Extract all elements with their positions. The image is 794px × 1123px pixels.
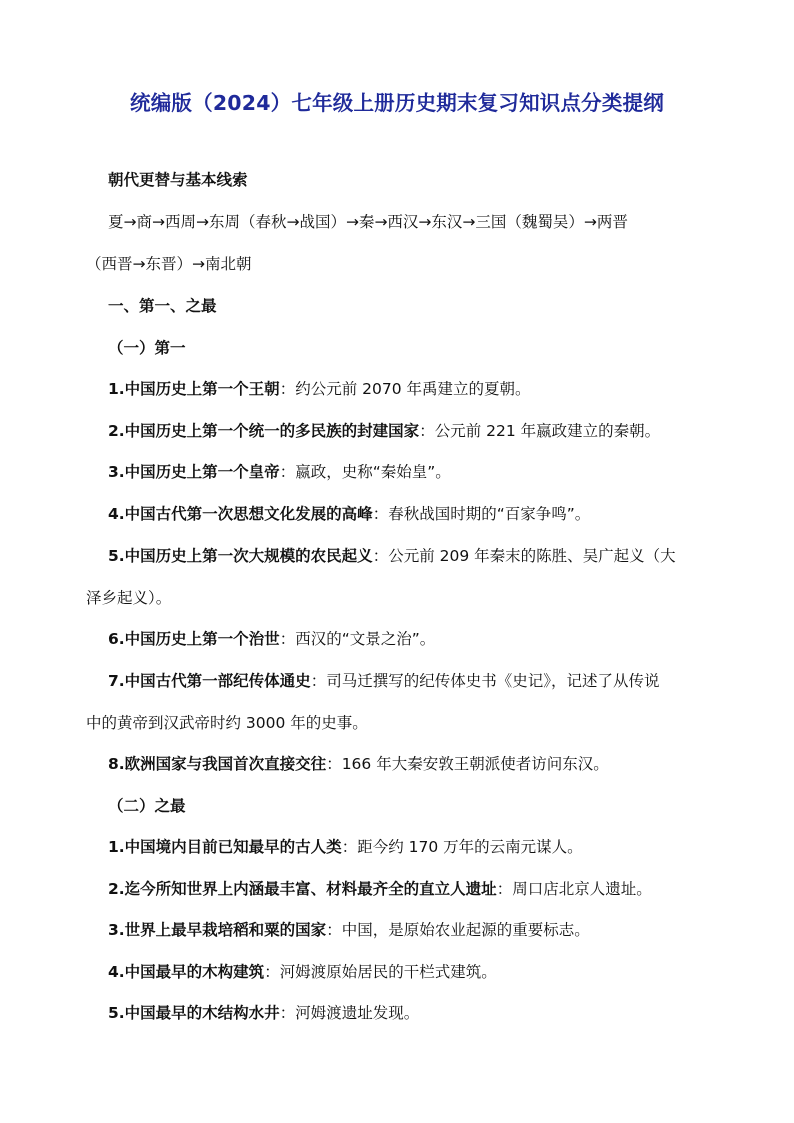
item-label: 3.中国历史上第一个皇帝 — [108, 463, 280, 481]
list-item — [108, 462, 451, 482]
item-text: ：西汉的“文景之治”。 — [279, 630, 436, 648]
item-label: 5.中国历史上第一次大规模的农民起义 — [108, 547, 373, 565]
list-item-continuation: 中的黄帝到汉武帝时约 3000 年的史事。 — [86, 714, 368, 732]
list-item — [108, 629, 435, 649]
subsection-heading-firsts: （一）第一 — [108, 339, 186, 357]
list-item — [108, 379, 531, 399]
item-label: 8.欧洲国家与我国首次直接交往 — [108, 755, 327, 773]
list-item — [108, 879, 652, 899]
item-text: ：距今约 170 万年的云南元谋人。 — [341, 838, 583, 856]
item-text: ：166 年大秦安敦王朝派使者访问东汉。 — [326, 755, 609, 773]
item-text: ：嬴政，史称“秦始皇”。 — [279, 463, 451, 481]
item-label: 7.中国古代第一部纪传体通史 — [108, 672, 311, 690]
item-text: ：中国，是原始农业起源的重要标志。 — [326, 921, 590, 939]
item-label: 6.中国历史上第一个治世 — [108, 630, 280, 648]
list-item — [108, 671, 659, 691]
item-text: ：河姆渡遗址发现。 — [279, 1004, 420, 1022]
item-text: ：公元前 209 年秦末的陈胜、吴广起义（大 — [372, 547, 676, 565]
list-item — [108, 754, 609, 774]
item-label: 4.中国最早的木构建筑 — [108, 963, 265, 981]
section-heading: 一、第一、之最 — [108, 297, 217, 315]
list-item — [108, 546, 676, 566]
item-label: 3.世界上最早栽培稻和粟的国家 — [108, 921, 327, 939]
item-label: 1.中国境内目前已知最早的古人类 — [108, 838, 342, 856]
item-text: ：周口店北京人遗址。 — [496, 880, 652, 898]
list-item-continuation: 泽乡起义）。 — [86, 589, 172, 607]
item-text: ：河姆渡原始居民的干栏式建筑。 — [264, 963, 497, 981]
page-title: 统编版（2024）七年级上册历史期末复习知识点分类提纲 — [130, 91, 664, 115]
list-item — [108, 421, 660, 441]
clue-heading: 朝代更替与基本线索 — [108, 171, 248, 189]
dynasty-timeline-line-1: 夏→商→西周→东周（春秋→战国）→秦→西汉→东汉→三国（魏蜀吴）→两晋 — [108, 213, 628, 231]
list-item — [108, 1003, 419, 1023]
list-item — [108, 837, 583, 857]
item-label: 5.中国最早的木结构水井 — [108, 1004, 280, 1022]
list-item — [108, 504, 590, 524]
item-text: ：司马迁撰写的纪传体史书《史记》，记述了从传说 — [310, 672, 660, 690]
item-label: 4.中国古代第一次思想文化发展的高峰 — [108, 505, 373, 523]
dynasty-timeline-line-2: （西晋→东晋）→南北朝 — [86, 255, 252, 273]
item-label: 2.中国历史上第一个统一的多民族的封建国家 — [108, 422, 420, 440]
item-label: 1.中国历史上第一个王朝 — [108, 380, 280, 398]
list-item — [108, 920, 590, 940]
subsection-heading-mosts: （二）之最 — [108, 797, 186, 815]
list-item — [108, 962, 497, 982]
item-text: ：约公元前 2070 年禹建立的夏朝。 — [279, 380, 531, 398]
item-text: ：公元前 221 年嬴政建立的秦朝。 — [419, 422, 661, 440]
item-label: 2.迄今所知世界上内涵最丰富、材料最齐全的直立人遗址 — [108, 880, 497, 898]
item-text: ：春秋战国时期的“百家争鸣”。 — [372, 505, 591, 523]
